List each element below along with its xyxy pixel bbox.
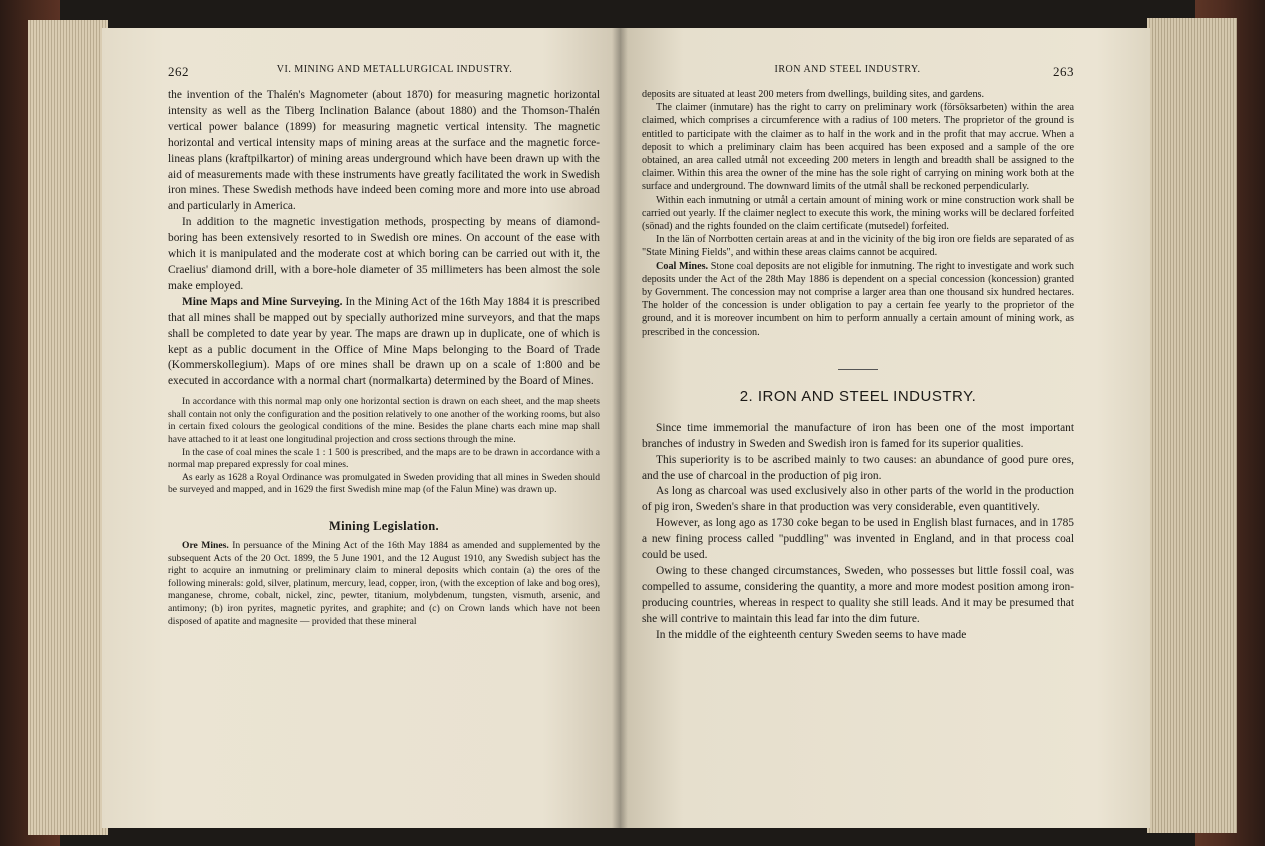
small-paragraph: In the case of coal mines the scale 1 : 1 500 is prescribed, and the maps are to be drawn in accordance with a normal map prepared expressly for coal mines.	[168, 446, 600, 471]
paragraph: the invention of the Thalén's Magnometer (about 1870) for measuring magnetic horizontal intensity as well as the Tiberg Inclination Balance (about 1880) and the Thomson-Thalén vertical power balance (1899) for measuring magnetic vertical intensity. The magnetic horizontal and vertical intensity maps of mining areas at the surface and the magnetic force-lineas plans (kraftpilkartor) of mining areas underground which have been drawn up with the aid of measurements made with these instruments have greatly facilitated the work in Swedish iron mines. These Swedish methods have indeed been coming more and more into use abroad and particularly in America.	[168, 89, 600, 213]
coal-mines-lead: Coal Mines.	[656, 260, 709, 272]
book-gutter	[612, 28, 628, 828]
small-paragraph: In the län of Norrbotten certain areas at and in the vicinity of the big iron ore fields are separated of as "State Mining Fields", and within these areas claims cannot be acquired.	[642, 234, 1074, 259]
paragraph: This superiority is to be ascribed mainly to two causes: an abundance of good pure ores, and the use of charcoal in the production of pig iron.	[642, 453, 1074, 482]
paragraph: In addition to the magnetic investigation methods, prospecting by means of diamond-boring has been extensively resorted to in Swedish ore mines. On account of the ease with which it is manipulated and the moderate cost at which boring can be carried out with it, the Craelius' diamond drill, with a bore-hole diameter of 35 millimeters has been almost the sole make employed.	[168, 216, 600, 292]
left-running-header	[168, 64, 600, 80]
section-heading: 2. IRON AND STEEL INDUSTRY.	[739, 387, 977, 405]
small-print-block	[168, 540, 600, 628]
mine-maps-lead: Mine Maps and Mine Surveying.	[182, 295, 343, 308]
small-print-block	[642, 88, 1074, 339]
small-paragraph: In accordance with this normal map only one horizontal section is drawn on each sheet, and the map sheets shall contain not only the configuration and the position relatively to one another of the working rooms, but also in certain fixed colours the geological conditions of the mine. Besides the plane charts each mine map shall have attached to it at least one longitudinal projection and cross sections through the mine.	[168, 396, 600, 445]
right-page	[620, 28, 1150, 828]
ore-mines-text: In persuance of the Mining Act of the 16th May 1884 as amended and supplemented by the subsequent Acts of the 20 Oct. 1899, the 5 June 1901, and the 12 August 1910, any Swedish subject has the right to acquire an inmutning or preliminary claim to mineral deposits which contain (a) the ores of the following minerals: gold, silver, platinum, mercury, lead, copper, iron, (with the exception of lake and bog ores), manganese, chrome, cobalt, nickel, zinc, pewter, titanium, molybdenum, tungsten, vismuth, arsenic, and antimony; (b) iron pyrites, magnetic pyrites, and graphite; and (c) on Crown lands which have not been disposed of apatite and magnesite — provided that these mineral	[168, 539, 601, 627]
section-divider	[838, 369, 878, 370]
page-edges-right	[1147, 18, 1237, 833]
small-paragraph: The claimer (inmutare) has the right to carry on preliminary work (försöksarbeten) within the area claimed, which comprises a circumference with a radius of 100 meters. The proprietor of the ground is entitled to participate with the claimer as to half in the work and in the profit that may accrue. When a deposit to which a preliminary claim has been acquired has been exposed and a sample of the ore obtained, an area called utmål not exceeding 200 meters in length and breadth shall be assigned to the claimer. Within this area the owner of the mine has the sole right of carrying on mining work both at the surface and underground. The downward limits of the utmål shall be reckoned perpendicularly.	[642, 102, 1074, 193]
paragraph: However, as long ago as 1730 coke began to be used in English blast furnaces, and in 1785 a new fining process called "puddling" was invented in England, and in that process coal could be used.	[642, 517, 1074, 562]
right-running-header	[642, 64, 1074, 80]
paragraph	[168, 295, 600, 390]
mine-maps-text: In the Mining Act of the 16th May 1884 it is prescribed that all mines shall be mapped out by specially authorized mine surveyors, and that the maps shall be completed to date year by year. The maps are drawn up in duplicate, one of which is kept as a public document in the Office of Mine Maps belonging to the Board of Trade (Kommerskollegium). Maps of ore mines shall be drawn up on a scale of 1:800 and be executed in accordance with a normal chart (normalkarta) determined by the Board of Mines.	[168, 295, 600, 388]
paragraph: As long as charcoal was used exclusively also in other parts of the world in the production of pig iron, Sweden's share in that production was very considerable, even quantitively.	[642, 485, 1074, 514]
ore-mines-lead: Ore Mines.	[182, 539, 229, 551]
left-running-head: VI. MINING AND METALLURGICAL INDUSTRY.	[276, 64, 513, 75]
paragraph: In the middle of the eighteenth century Sweden seems to have made	[656, 628, 967, 641]
right-page-content	[642, 64, 1074, 644]
small-paragraph: As early as 1628 a Royal Ordinance was promulgated in Sweden providing that all mines in Sweden should be surveyed and mapped, and in 1629 the first Swedish mine map (of the Falun Mine) was drawn up.	[168, 471, 600, 496]
left-page	[102, 28, 620, 828]
small-print-block	[168, 396, 600, 497]
mining-legislation-heading: Mining Legislation.	[329, 518, 439, 533]
paragraph: Since time immemorial the manufacture of iron has been one of the most important branches of industry in Sweden and Swedish iron is famed for its superior qualities.	[642, 421, 1074, 450]
page-edges-left	[28, 20, 108, 835]
small-paragraph: Within each inmutning or utmål a certain amount of mining work or mine construction work shall be carried out yearly. If the claimer neglect to execute this work, the mining works will be declared forfeited (sönad) and the rights founded on the claim certificate (mutsedel) forfeited.	[642, 194, 1074, 233]
right-running-head: IRON AND STEEL INDUSTRY.	[774, 64, 921, 75]
left-page-content	[168, 64, 600, 628]
coal-mines-text: Stone coal deposits are not eligible for inmutning. The right to investigate and work such deposits under the Act of the 28th May 1886 is dependent on a special concession (koncession) granted by Government. The concession may not comprise a larger area than one thousand six hundred hectares. The holder of the concession is under obligation to pay a certain fee yearly to the proprietor of the ground, and it is moreover incumbent on him to perform annually a certain amount of mining work, as prescribed in the concession.	[642, 260, 1075, 338]
small-paragraph	[642, 260, 1074, 339]
right-page-number: 263	[1053, 64, 1074, 79]
paragraph: Owing to these changed circumstances, Sweden, who possesses but little fossil coal, was compelled to assume, considering the quantity, a more and more modest position among iron-producing countries, whereas in respect to quality she still leads. And it may be presumed that she will contrive to maintain this lead far into the dim future.	[642, 565, 1074, 625]
small-paragraph	[168, 540, 600, 628]
left-page-number: 262	[168, 64, 189, 79]
small-paragraph: deposits are situated at least 200 meters from dwellings, building sites, and gardens.	[642, 89, 985, 100]
